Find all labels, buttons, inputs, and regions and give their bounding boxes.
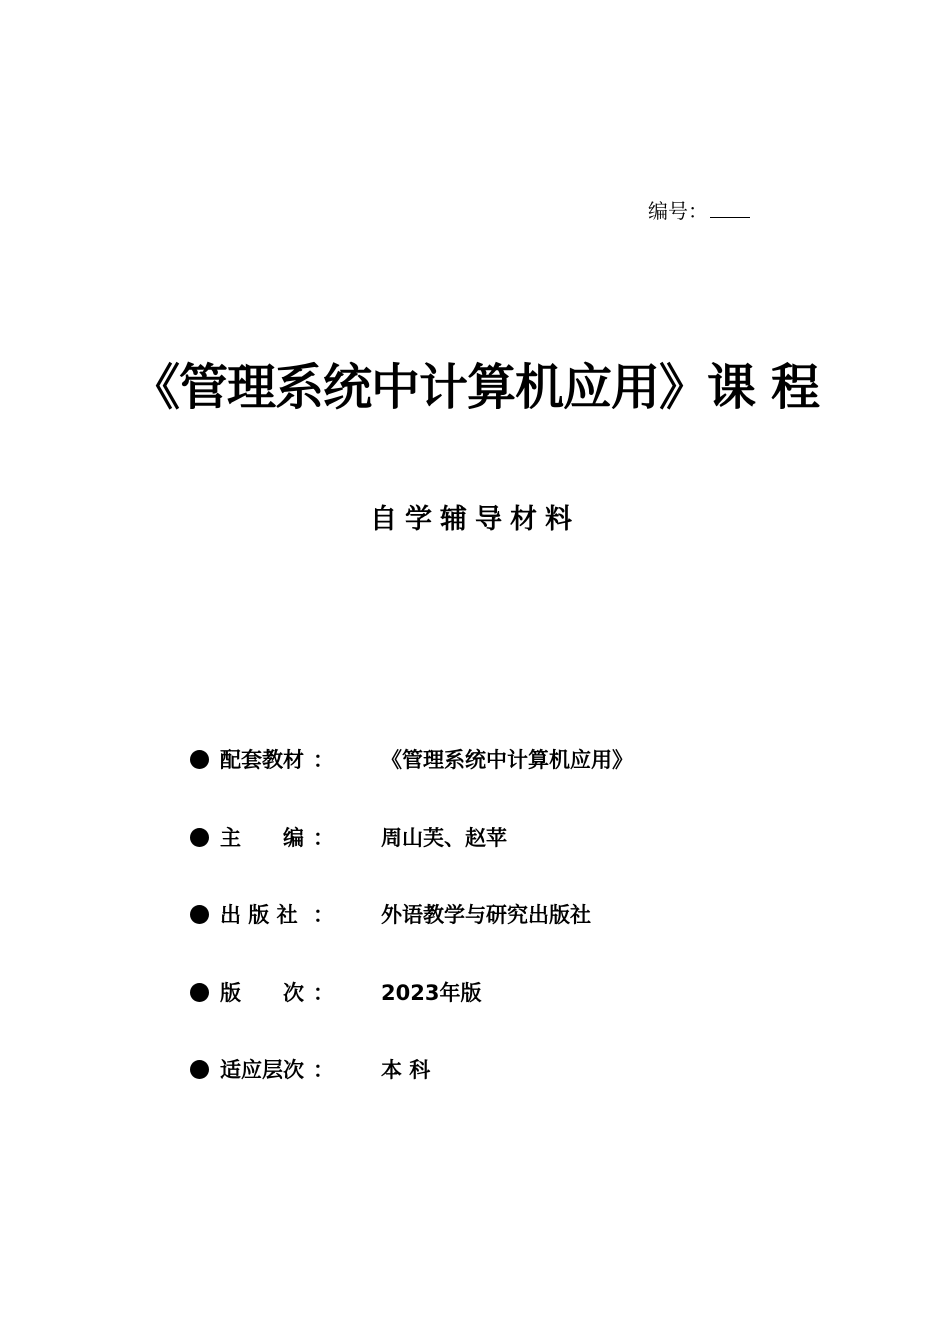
info-row-editor [188,816,748,894]
info-label-text: 出 版 社 [220,903,298,927]
document-number-blank [710,195,750,218]
info-row-publisher [188,893,748,971]
info-row-edition [188,971,748,1049]
info-row-textbook [188,738,748,816]
bullet-icon [190,1060,209,1079]
info-label-colon: ： [313,748,334,772]
info-value: 本 科 [381,1058,431,1082]
subtitle: 自学辅导材料 [370,504,580,535]
info-value: 《管理系统中计算机应用》 [381,748,633,772]
document-number [648,195,750,226]
info-value: 周山芙、赵苹 [381,825,507,850]
document-number-label: 编号： [648,199,708,223]
info-label-text: 主 编 [220,825,304,850]
info-row-level [188,1048,748,1126]
bullet-icon [190,828,209,847]
info-label-colon: ： [313,825,334,850]
bullet-icon [190,983,209,1002]
info-label-colon: ： [313,1058,334,1082]
info-label [220,816,334,860]
info-label [220,971,334,1015]
info-label-text: 适应层次 [220,1058,304,1082]
info-label-colon: ： [313,980,334,1005]
info-label-text: 配套教材 [220,748,304,772]
course-title: 《管理系统中计算机应用》课 程 [130,359,820,416]
info-label [220,1048,334,1092]
info-label-text: 版 次 [220,980,304,1005]
info-label [220,893,334,937]
info-value: 外语教学与研究出版社 [381,903,591,927]
bullet-icon [190,905,209,924]
info-label-colon: ： [313,903,334,927]
info-list [188,738,748,1126]
info-label [220,738,334,782]
bullet-icon [190,750,209,769]
info-value: 2023年版 [381,980,482,1005]
